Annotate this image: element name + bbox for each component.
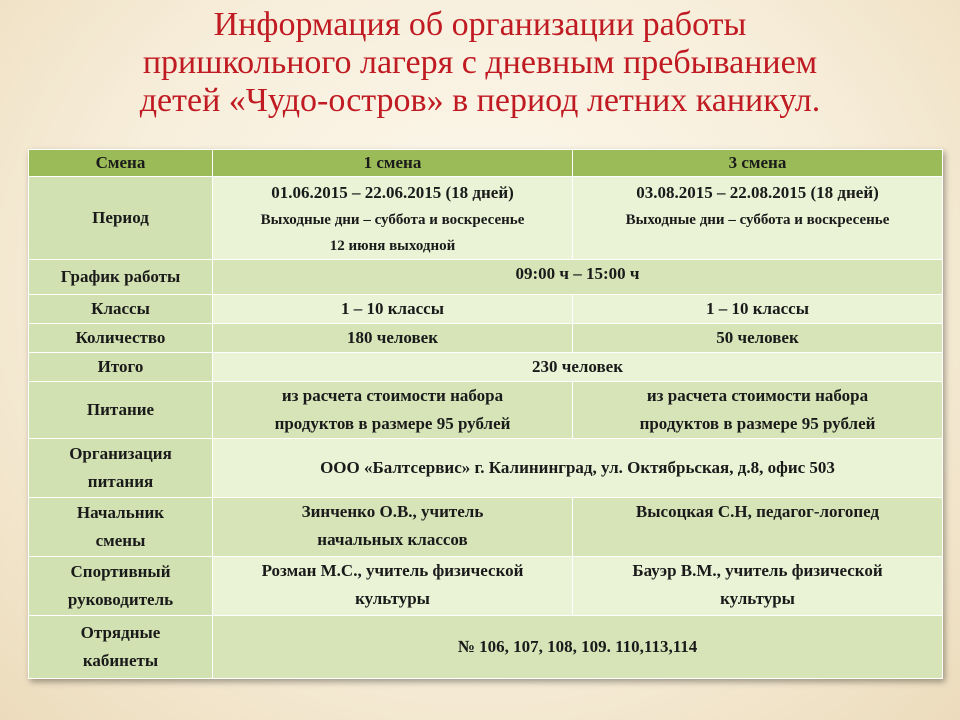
- food-shift-1-line-2: продуктов в размере 95 рублей: [274, 414, 511, 433]
- count-shift-1: 180 человек: [213, 324, 573, 353]
- shift-head-shift-3: [573, 498, 943, 557]
- row-label-rooms-line-2: кабинеты: [82, 651, 159, 670]
- table-row-food: [29, 382, 943, 439]
- period-shift-1-dates: 01.06.2015 – 22.06.2015 (18 дней): [271, 183, 514, 202]
- shift-head-shift-3-line-1: Высоцкая С.Н, педагог-логопед: [635, 502, 880, 521]
- food-shift-3-line-1: из расчета стоимости набора: [646, 386, 869, 405]
- table-header-row: [29, 150, 943, 177]
- sport-shift-3-line-1: Бауэр В.М., учитель физической: [632, 561, 883, 580]
- row-label-sport-line-2: руководитель: [67, 590, 174, 609]
- table-row-period: [29, 177, 943, 260]
- table-row-classes: [29, 295, 943, 324]
- table-row-shift-head: [29, 498, 943, 557]
- period-shift-3-weekends: Выходные дни – суббота и воскресенье: [625, 212, 890, 228]
- row-label-count: Количество: [29, 324, 213, 353]
- food-shift-1-line-1: из расчета стоимости набора: [281, 386, 504, 405]
- period-shift-1: [213, 177, 573, 260]
- header-shift-3: 3 смена: [573, 150, 943, 177]
- sport-shift-1: [213, 557, 573, 616]
- table-row-count: [29, 324, 943, 353]
- sport-shift-3: [573, 557, 943, 616]
- shift-head-shift-1-line-2: начальных классов: [317, 530, 468, 549]
- food-shift-1: [213, 382, 573, 439]
- header-shift: Смена: [29, 150, 213, 177]
- classes-shift-3: 1 – 10 классы: [573, 295, 943, 324]
- title-line-2: пришкольного лагеря с дневным пребыванием: [142, 44, 818, 81]
- table-row-total: [29, 353, 943, 382]
- count-shift-3: 50 человек: [573, 324, 943, 353]
- sport-shift-1-line-1: Розман М.С., учитель физической: [261, 561, 524, 580]
- camp-info-table: [28, 149, 943, 679]
- row-label-catering-line-1: Организация: [69, 444, 172, 463]
- food-shift-3-line-2: продуктов в размере 95 рублей: [639, 414, 876, 433]
- row-label-shift-head: [29, 498, 213, 557]
- slide-title: [20, 6, 940, 120]
- row-label-rooms-line-1: Отрядные: [80, 623, 161, 642]
- row-label-classes: Классы: [29, 295, 213, 324]
- row-label-sport-line-1: Спортивный: [70, 562, 171, 581]
- food-shift-3: [573, 382, 943, 439]
- total-value: 230 человек: [213, 353, 943, 382]
- title-line-1: Информация об организации работы: [213, 6, 747, 43]
- rooms-value: № 106, 107, 108, 109. 110,113,114: [213, 616, 943, 679]
- sport-shift-1-line-2: культуры: [355, 589, 430, 608]
- row-label-rooms: [29, 616, 213, 679]
- row-label-catering-line-2: питания: [87, 472, 154, 491]
- title-line-3: детей «Чудо-остров» в период летних каникул.: [139, 82, 821, 119]
- shift-head-shift-1: [213, 498, 573, 557]
- period-shift-1-holiday: 12 июня выходной: [329, 238, 456, 254]
- row-label-total: Итого: [29, 353, 213, 382]
- table-row-schedule: [29, 260, 943, 295]
- row-label-catering: [29, 439, 213, 498]
- table-row-rooms: [29, 616, 943, 679]
- row-label-period: Период: [29, 177, 213, 260]
- row-label-sport: [29, 557, 213, 616]
- row-label-food: Питание: [29, 382, 213, 439]
- period-shift-3-dates: 03.08.2015 – 22.08.2015 (18 дней): [636, 183, 879, 202]
- row-label-shift-head-line-2: смены: [95, 531, 146, 550]
- table-row-sport: [29, 557, 943, 616]
- classes-shift-1: 1 – 10 классы: [213, 295, 573, 324]
- shift-head-shift-1-line-1: Зинченко О.В., учитель: [301, 502, 484, 521]
- row-label-schedule: График работы: [29, 260, 213, 295]
- table-row-catering: [29, 439, 943, 498]
- header-shift-1: 1 смена: [213, 150, 573, 177]
- sport-shift-3-line-2: культуры: [720, 589, 795, 608]
- period-shift-1-weekends: Выходные дни – суббота и воскресенье: [260, 212, 525, 228]
- schedule-value: 09:00 ч – 15:00 ч: [213, 260, 943, 295]
- catering-value: ООО «Балтсервис» г. Калининград, ул. Октябрьская, д.8, офис 503: [213, 439, 943, 498]
- period-shift-3: [573, 177, 943, 260]
- row-label-shift-head-line-1: Начальник: [76, 503, 165, 522]
